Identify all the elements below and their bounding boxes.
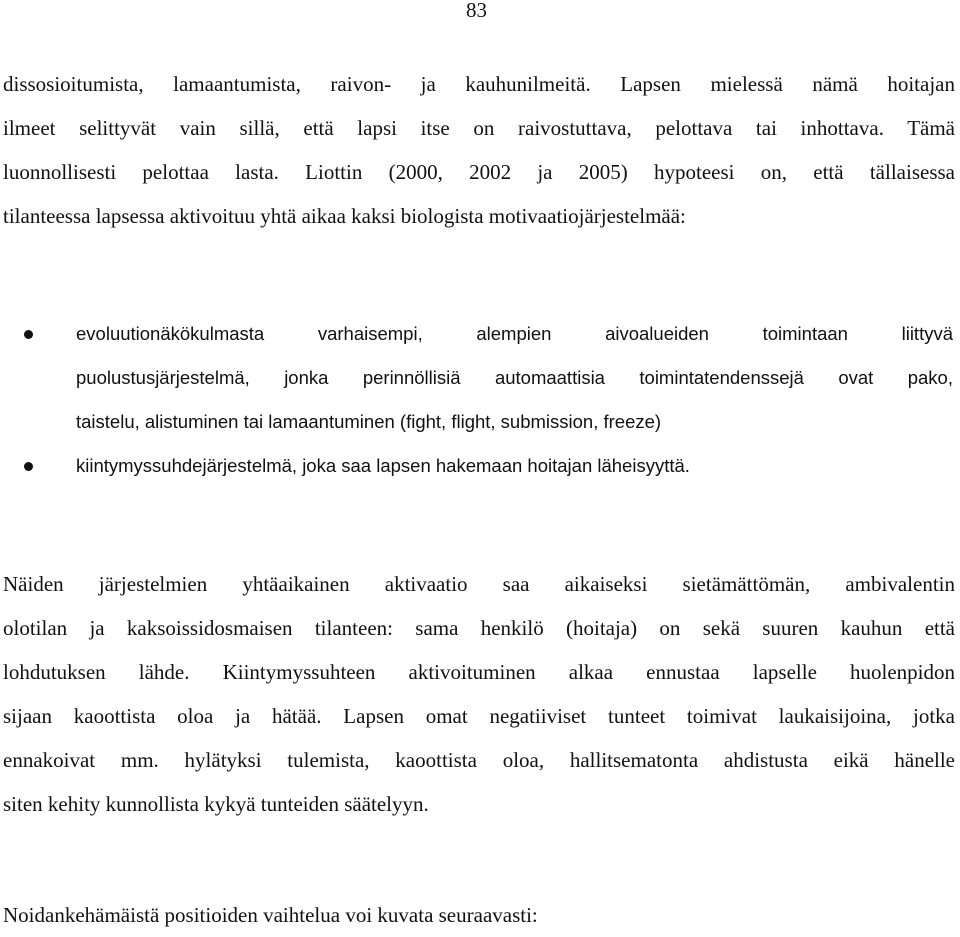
text-line: kiintymyssuhdejärjestelmä, joka saa lapsen hakemaan hoitajan läheisyyttä. [76,455,690,476]
text-line: olotilan ja kaksoissidosmaisen tilanteen: sama henkilö (hoitaja) on sekä suuren kauhun että [3,616,955,640]
text-line: siten kehity kunnollista kykyä tunteiden säätelyyn. [3,792,429,816]
text-line: dissosioitumista, lamaantumista, raivon- ja kauhunilmeitä. Lapsen mielessä nämä hoitajan [3,72,955,96]
list-item [0,444,953,488]
list-item [0,312,953,444]
text-line: ennakoivat mm. hylätyksi tulemista, kaoottista oloa, hallitsematonta ahdistusta eikä hänelle [3,748,955,772]
bullet-icon [24,330,33,339]
paragraph-3 [3,893,955,937]
bullet-icon [24,462,33,471]
page-number: 83 [466,0,487,22]
text-line: ilmeet selittyvät vain sillä, että lapsi itse on raivostuttava, pelottava tai inhottava. Tämä [3,116,955,140]
text-line: Näiden järjestelmien yhtäaikainen aktivaatio saa aikaiseksi sietämättömän, ambivalentin [3,572,955,596]
bullet-list [0,312,960,488]
text-line: taistelu, alistuminen tai lamaantuminen (fight, flight, submission, freeze) [76,411,662,432]
text-line: sijaan kaoottista oloa ja hätää. Lapsen omat negatiiviset tunteet toimivat laukaisijoina, jotka [3,704,955,728]
text-line: Noidankehämäistä positioiden vaihtelua voi kuvata seuraavasti: [3,903,538,927]
text-line: puolustusjärjestelmä, jonka perinnöllisiä automaattisia toimintatendenssejä ovat pako, [76,367,953,388]
text-line: evoluutionäkökulmasta varhaisempi, alempien aivoalueiden toimintaan liittyvä [76,323,953,344]
text-line: tilanteessa lapsessa aktivoituu yhtä aikaa kaksi biologista motivaatiojärjestelmää: [3,204,686,228]
text-line: luonnollisesti pelottaa lasta. Liottin (2000, 2002 ja 2005) hypoteesi on, että tällaisessa [3,160,955,184]
text-line: lohdutuksen lähde. Kiintymyssuhteen aktivoituminen alkaa ennustaa lapselle huolenpidon [3,660,955,684]
paragraph-2 [3,562,955,826]
paragraph-1 [3,62,955,238]
